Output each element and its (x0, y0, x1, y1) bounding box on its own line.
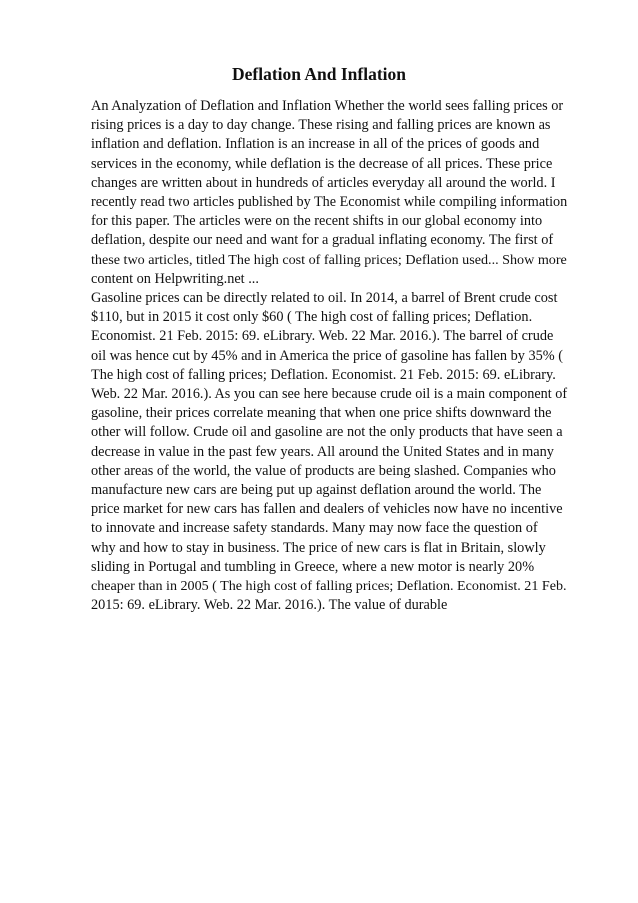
text-line: price market for new cars has fallen and dealers of vehicles now have no incentive (91, 501, 563, 518)
text-line: Economist. 21 Feb. 2015: 69. eLibrary. Web. 22 Mar. 2016.). The barrel of crude (91, 328, 554, 345)
text-line: changes are written about in hundreds of articles everyday all around the world. I (91, 174, 556, 191)
text-line: inflation and deflation. Inflation is an increase in all of the prices of goods and (91, 136, 540, 153)
text-line: manufacture new cars are being put up against deflation around the world. The (91, 482, 542, 499)
text-line: rising prices is a day to day change. These rising and falling prices are known as (91, 117, 551, 134)
text-line: for this paper. The articles were on the recent shifts in our global economy into (91, 213, 543, 230)
text-line: content on Helpwriting.net ... (91, 270, 259, 287)
text-line: 2015: 69. eLibrary. Web. 22 Mar. 2016.). The value of durable (91, 597, 448, 614)
document-title: Deflation And Inflation (231, 64, 407, 84)
text-line: recently read two articles published by The Economist while compiling information (91, 194, 568, 211)
text-line: Web. 22 Mar. 2016.). As you can see here because crude oil is a main component of (91, 386, 568, 403)
text-line: Gasoline prices can be directly related to oil. In 2014, a barrel of Brent crude cost (91, 290, 558, 307)
text-line: these two articles, titled The high cost of falling prices; Deflation used... Show more (91, 251, 567, 268)
text-line: sliding in Portugal and tumbling in Greece, where a new motor is nearly 20% (91, 558, 535, 575)
text-line: other will follow. Crude oil and gasoline are not the only products that have seen a (91, 424, 563, 441)
text-line: why and how to stay in business. The price of new cars is flat in Britain, slowly (91, 539, 546, 556)
document-body (91, 97, 568, 615)
text-line: An Analyzation of Deflation and Inflation Whether the world sees falling prices or (91, 98, 564, 114)
text-line: The high cost of falling prices; Deflation. Economist. 21 Feb. 2015: 69. eLibrary. (91, 366, 556, 383)
text-line: to innovate and increase safety standards. Many may now face the question of (91, 520, 538, 537)
text-line: cheaper than in 2005 ( The high cost of falling prices; Deflation. Economist. 21 Feb. (91, 578, 567, 595)
text-line: services in the economy, while deflation is the decrease of all prices. These price (91, 155, 553, 172)
text-line: decrease in value in the past few years. All around the United States and in many (91, 443, 554, 460)
text-line: deflation, despite our need and want for a gradual inflating economy. The first of (91, 232, 554, 249)
text-line: other areas of the world, the value of products are being slashed. Companies who (91, 462, 556, 479)
text-line: $110, but in 2015 it cost only $60 ( The high cost of falling prices; Deflation. (91, 309, 533, 326)
text-line: gasoline, their prices correlate meaning that when one price shifts downward the (91, 405, 552, 422)
text-line: oil was hence cut by 45% and in America the price of gasoline has fallen by 35% ( (91, 347, 564, 364)
